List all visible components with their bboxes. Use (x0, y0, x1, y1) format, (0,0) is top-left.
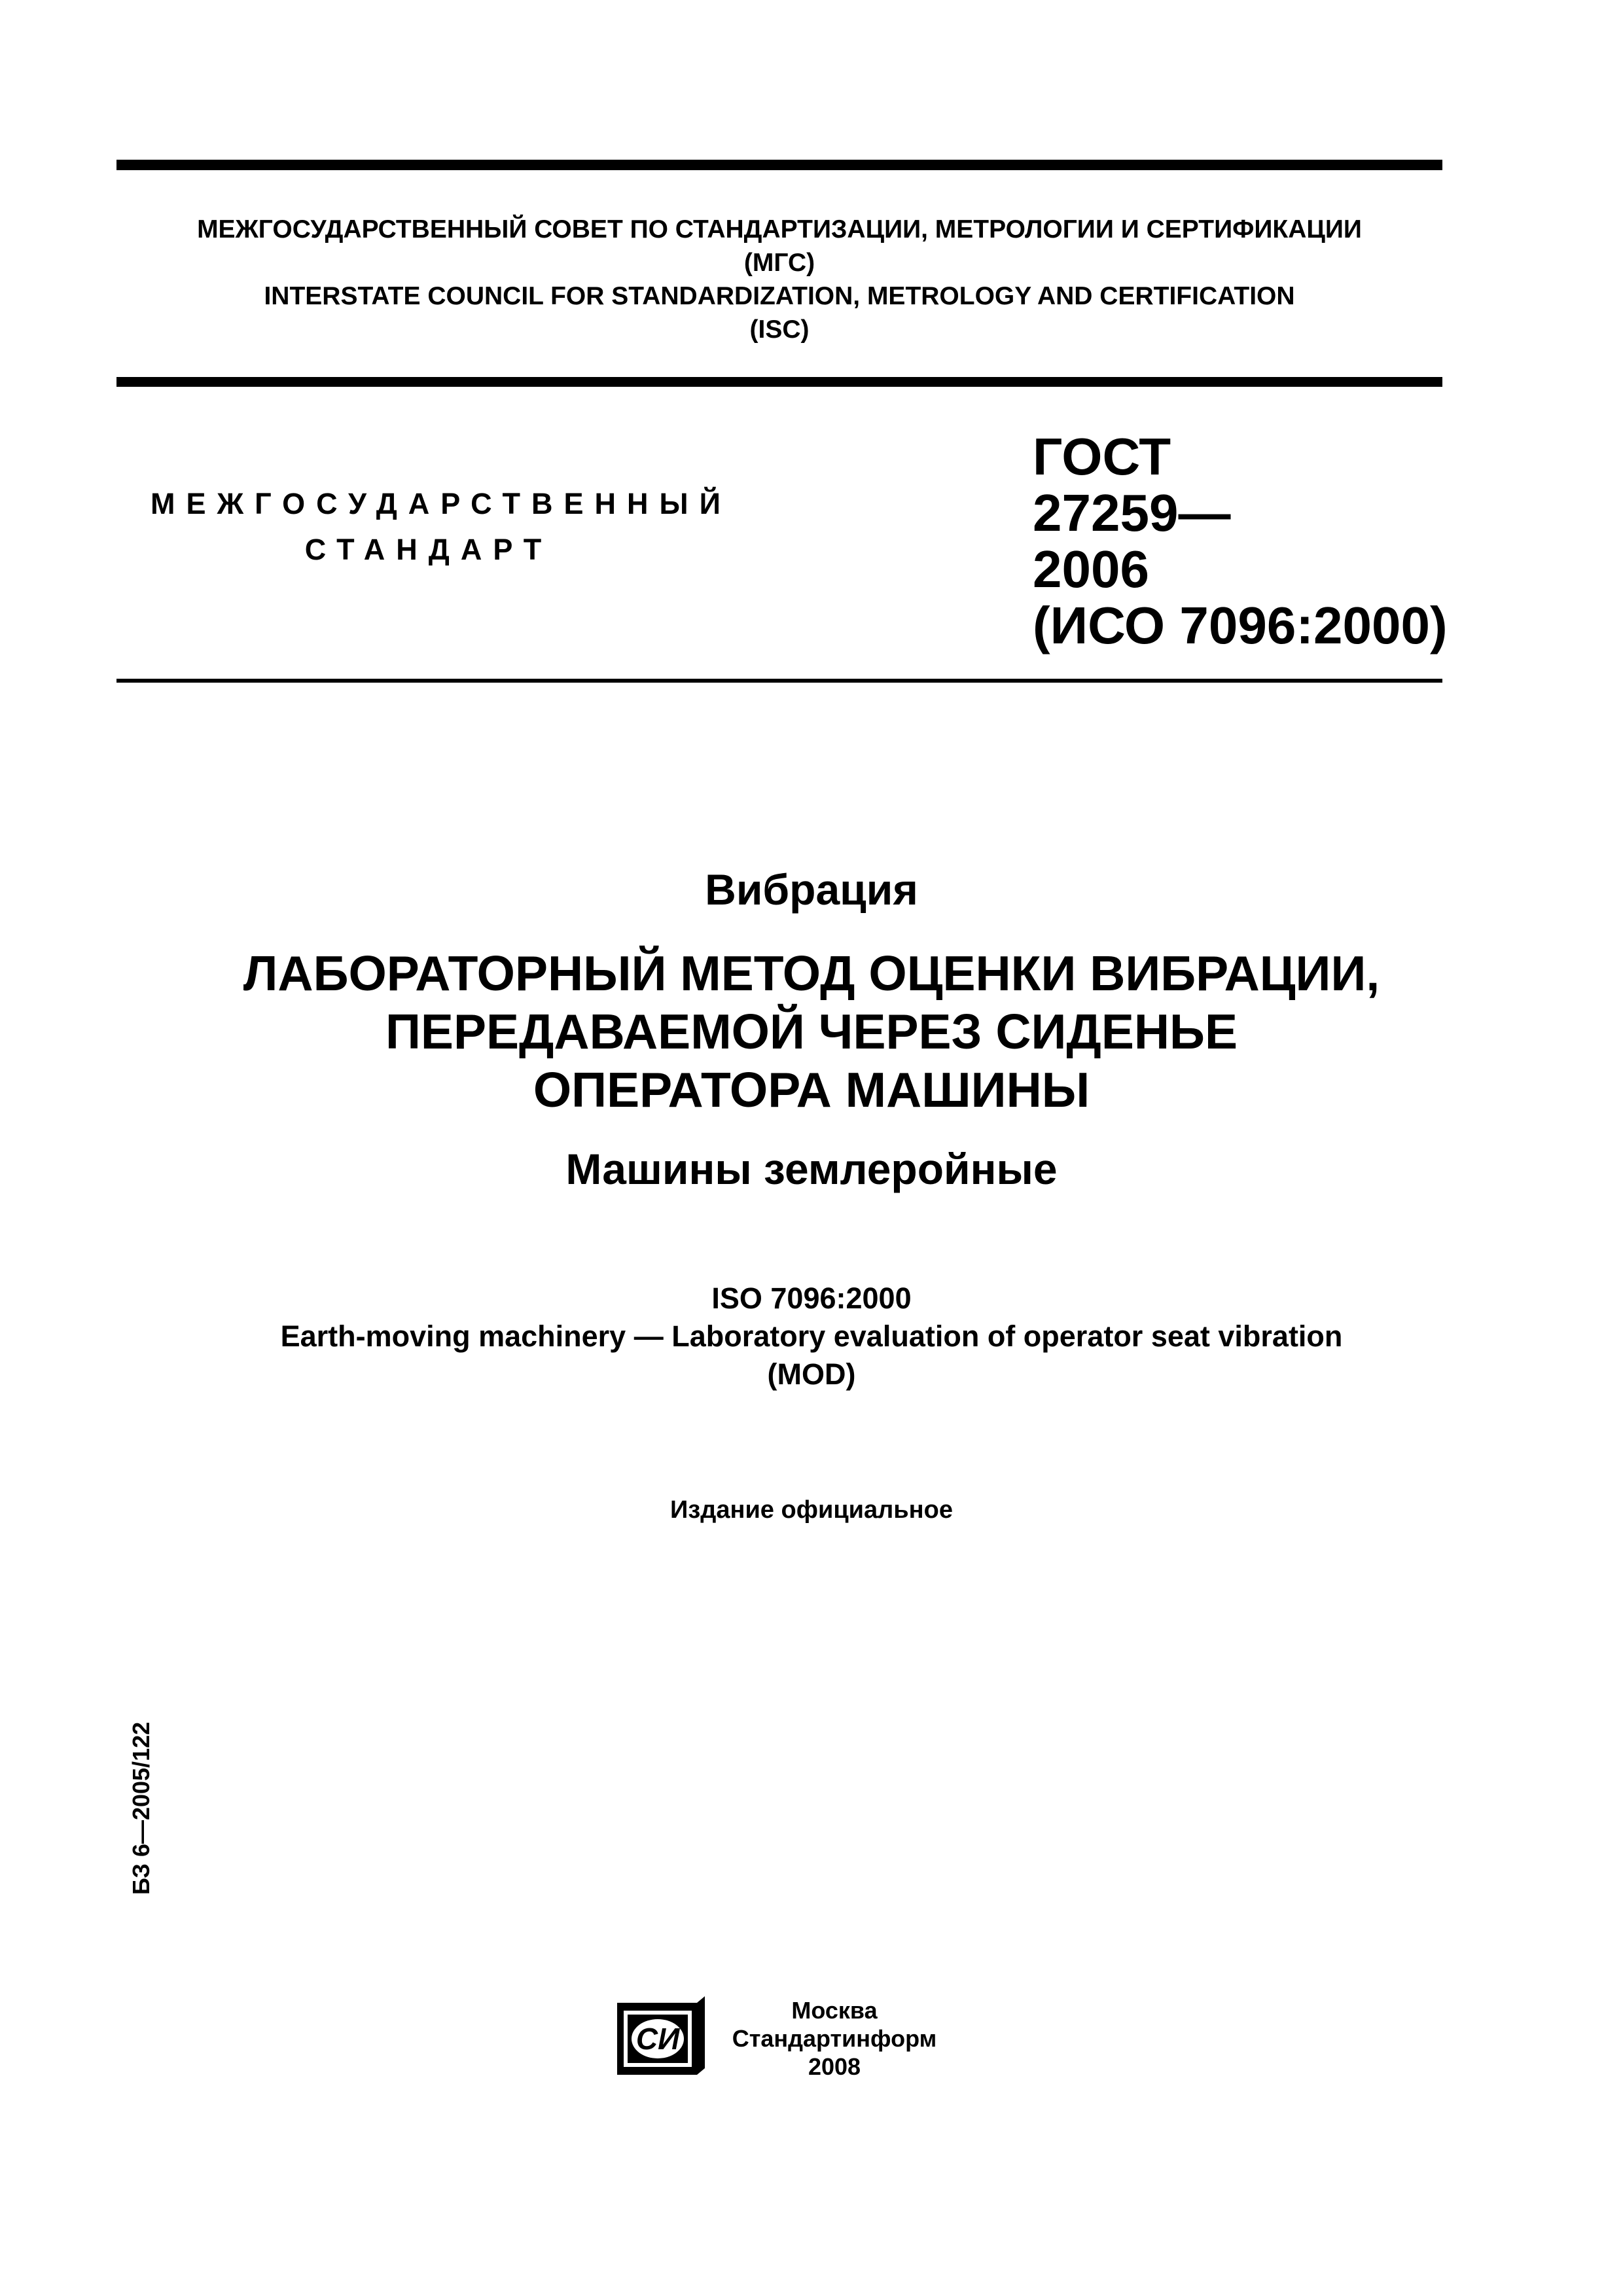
interstate-line-1: МЕЖГОСУДАРСТВЕННЫЙ (151, 487, 732, 520)
logo-text: СИ (635, 2022, 680, 2056)
edition-label: Издание официальное (670, 1496, 953, 1524)
council-ru-name: МЕЖГОСУДАРСТВЕННЫЙ СОВЕТ ПО СТАНДАРТИЗАЦИИ, МЕТРОЛОГИИ И СЕРТИФИКАЦИИ (197, 215, 1362, 243)
iso-reference (92, 1280, 1531, 1393)
interstate-standard-label (151, 481, 732, 573)
gost-line-4: (ИСО 7096:2000) (1033, 596, 1448, 655)
title-subject: Вибрация (705, 865, 918, 914)
interstate-line-2: СТАНДАРТ (304, 533, 553, 566)
gost-line-1: ГОСТ (1033, 427, 1171, 486)
standartinform-logo-icon (612, 1996, 710, 2075)
council-en-abbr: (ISC) (749, 315, 810, 344)
top-rule (116, 160, 1442, 170)
publisher-name: Стандартинформ (732, 2025, 937, 2052)
publisher-year: 2008 (808, 2053, 861, 2080)
iso-mod: (MOD) (767, 1357, 856, 1391)
publisher-city: Москва (791, 1997, 878, 2024)
council-en-name: INTERSTATE COUNCIL FOR STANDARDIZATION, METROLOGY AND CERTIFICATION (264, 282, 1295, 310)
council-ru-abbr: (МГС) (743, 249, 815, 277)
middle-rule (116, 377, 1442, 387)
publisher-block (723, 1996, 946, 2081)
gost-designation (1033, 429, 1448, 654)
lower-rule (116, 679, 1442, 683)
side-code: БЗ 6—2005/122 (128, 1721, 154, 1895)
main-title-line-3: ОПЕРАТОРА МАШИНЫ (533, 1062, 1090, 1117)
gost-line-3: 2006 (1033, 540, 1149, 598)
main-title-line-2: ПЕРЕДАВАЕМОЙ ЧЕРЕЗ СИДЕНЬЕ (385, 1004, 1238, 1059)
title-subtitle: Машины землеройные (565, 1145, 1058, 1193)
main-title (92, 944, 1531, 1119)
document-title-block (92, 861, 1531, 1196)
gost-line-2: 27259— (1033, 484, 1231, 542)
iso-title: Earth-moving machinery — Laboratory evaluation of operator seat vibration (280, 1319, 1343, 1353)
council-header (116, 213, 1442, 346)
main-title-line-1: ЛАБОРАТОРНЫЙ МЕТОД ОЦЕНКИ ВИБРАЦИИ, (243, 946, 1380, 1001)
iso-number: ISO 7096:2000 (711, 1282, 912, 1315)
